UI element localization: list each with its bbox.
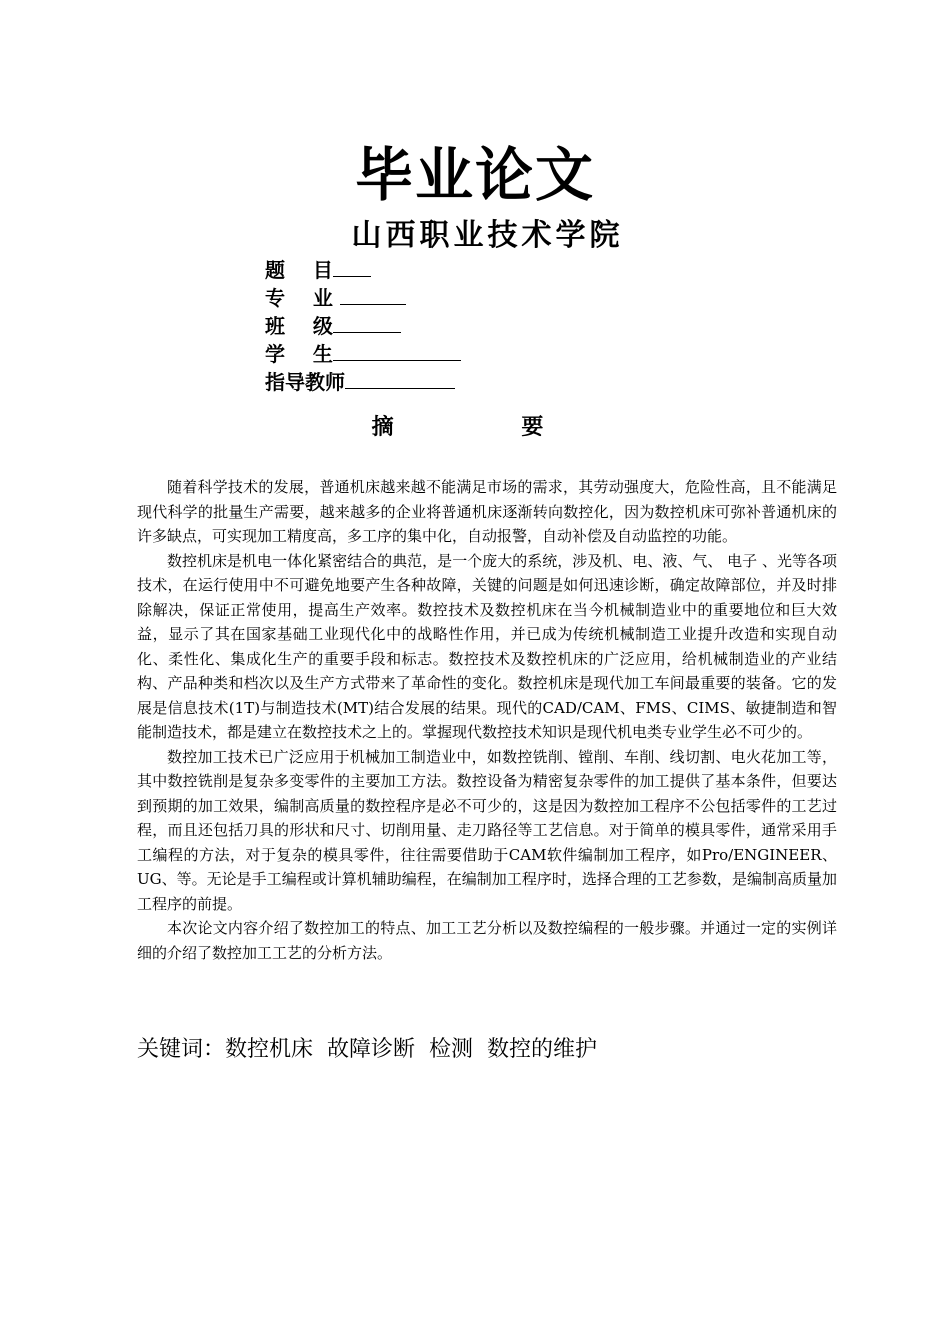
abstract-body <box>137 475 837 965</box>
field-major <box>265 284 461 312</box>
field-advisor <box>265 368 461 396</box>
keywords-line: 关键词：数控机床 故障诊断 检测 数控的维护 <box>137 1037 597 1062</box>
field-major-label: 专 业 <box>265 286 340 310</box>
field-topic <box>265 256 461 284</box>
field-student-label: 学 生 <box>265 342 333 366</box>
field-class <box>265 312 461 340</box>
cover-fields <box>265 256 461 396</box>
field-class-label: 班 级 <box>265 314 333 338</box>
abstract-heading: 摘 要 <box>371 415 604 440</box>
field-student-line <box>333 340 461 361</box>
field-topic-label: 题 目 <box>265 258 333 282</box>
field-student <box>265 340 461 368</box>
field-topic-line <box>333 256 371 277</box>
field-advisor-line <box>345 368 455 389</box>
abstract-paragraph-3: 数控加工技术已广泛应用于机械加工制造业中，如数控铣削、镗削、车削、线切割、电火花加工等，其中数控铣削是复杂多变零件的主要加工方法。数控设备为精密复杂零件的加工提供了基本条件，但要达到预期的加工效果，编制高质量的数控程序是必不可少的，这是因为数控加工程序不公包括零件的工艺过程，而且还包括刀具的形状和尺寸、切削用量、走刀路径等工艺信息。对于简单的模具零件，通常采用手工编程的方法，对于复杂的模具零件，往往需要借助于CAM软件编制加工程序，如Pro/ENGINEER、UG、等。无论是手工编程或计算机辅助编程，在编制加工程序时，选择合理的工艺参数，是编制高质量加工程序的前提。 <box>137 747 837 913</box>
abstract-paragraph-1: 随着科学技术的发展，普通机床越来越不能满足市场的需求，其劳动强度大，危险性高，且不能满足现代科学的批量生产需要，越来越多的企业将普通机床逐渐转向数控化，因为数控机床可弥补普通机床的许多缺点，可实现加工精度高，多工序的集中化，自动报警，自动补偿及自动监控的功能。 <box>137 478 837 545</box>
abstract-paragraph-4: 本次论文内容介绍了数控加工的特点、加工工艺分析以及数控编程的一般步骤。并通过一定的实例详细的介绍了数控加工工艺的分析方法。 <box>137 919 837 962</box>
field-advisor-label: 指导教师 <box>265 370 345 394</box>
thesis-title: 毕业论文 <box>354 141 595 209</box>
school-name: 山西职业技术学院 <box>351 218 624 253</box>
field-class-line <box>333 312 401 333</box>
field-major-line <box>340 284 406 305</box>
abstract-paragraph-2: 数控机床是机电一体化紧密结合的典范，是一个庞大的系统，涉及机、电、液、气、 电子 、光等各项技术，在运行使用中不可避免地要产生各种故障，关键的问题是如何迅速诊断，确定故障部位，并及时排除解决，保证正常使用，提高生产效率。数控技术及数控机床在当今机械制造业中的重要地位和巨大效益，显示了其在国家基础工业现代化中的战略性作用，并已成为传统机械制造工业提升改造和实现自动化、柔性化、集成化生产的重要手段和标志。数控技术及数控机床的广泛应用，给机械制造业的产业结构、产品种类和档次以及生产方式带来了革命性的变化。数控机床是现代加工车间最重要的装备。它的发展是信息技术(1T)与制造技术(MT)结合发展的结果。现代的CAD/CAM、FMS、CIMS、敏捷制造和智能制造技术，都是建立在数控技术之上的。掌握现代数控技术知识是现代机电类专业学生必不可少的。 <box>137 551 837 741</box>
